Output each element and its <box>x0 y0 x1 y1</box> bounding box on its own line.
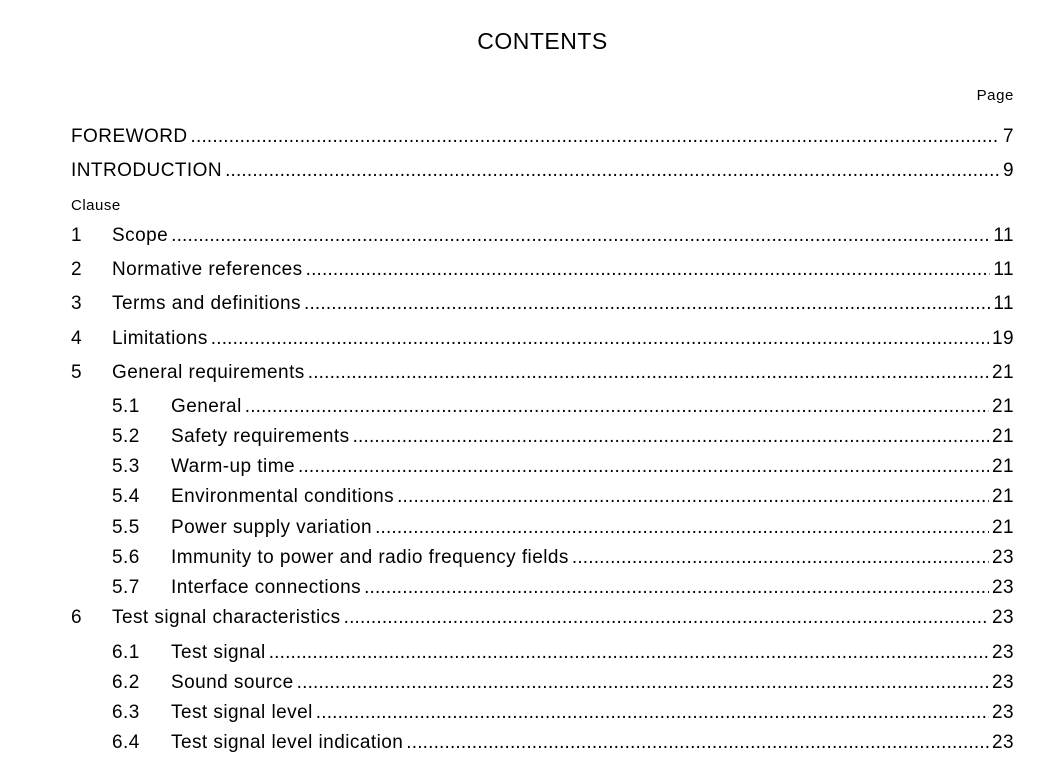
toc-entry-page: 23 <box>991 702 1014 723</box>
dot-leader <box>308 362 989 384</box>
toc-entry-number: 2 <box>71 259 83 280</box>
dot-leader <box>572 547 989 569</box>
toc-entry-label: Normative references <box>112 259 303 280</box>
toc-entry-page: 21 <box>991 517 1014 538</box>
dot-leader <box>397 486 989 508</box>
toc-entry-number: 6.1 <box>112 642 140 663</box>
toc-entry-number: 5.3 <box>112 456 140 477</box>
toc-subentry[interactable] <box>112 456 1014 482</box>
page-title: CONTENTS <box>477 28 608 54</box>
toc-subentry[interactable] <box>112 642 1014 668</box>
dot-leader <box>211 328 989 350</box>
toc-subentry[interactable] <box>112 426 1014 452</box>
toc-entry-label: Power supply variation <box>171 517 373 538</box>
toc-subentry[interactable] <box>112 672 1014 698</box>
toc-entry-introduction[interactable] <box>71 160 1014 186</box>
toc-subentry[interactable] <box>112 517 1014 543</box>
toc-subentry[interactable] <box>112 702 1014 728</box>
toc-entry-label: Test signal characteristics <box>112 607 341 628</box>
toc-entry-label: Sound source <box>171 672 294 693</box>
toc-entry-label: Test signal <box>171 642 266 663</box>
toc-entry-label: Test signal level indication <box>171 732 404 753</box>
toc-entry-label: Warm-up time <box>171 456 295 477</box>
toc-subentry[interactable] <box>112 547 1014 573</box>
dot-leader <box>298 456 989 478</box>
toc-entry-number: 5 <box>71 362 83 383</box>
toc-entry-number: 4 <box>71 328 83 349</box>
toc-entry-number: 6.2 <box>112 672 140 693</box>
toc-entry[interactable] <box>71 328 1014 354</box>
toc-entry-number: 6.4 <box>112 732 140 753</box>
toc-entry-label: Interface connections <box>171 577 362 598</box>
toc-entry-page: 23 <box>991 607 1014 628</box>
dot-leader <box>306 259 991 281</box>
toc-entry-page: 7 <box>1002 126 1014 147</box>
toc-entry-foreword[interactable] <box>71 126 1014 152</box>
toc-entry-label: Immunity to power and radio frequency fields <box>171 547 569 568</box>
toc-entry-page: 21 <box>991 456 1014 477</box>
dot-leader <box>316 702 989 724</box>
toc-entry-label: INTRODUCTION <box>71 160 223 181</box>
toc-entry-label: FOREWORD <box>71 126 188 147</box>
toc-subentry[interactable] <box>112 732 1014 758</box>
toc-subentry[interactable] <box>112 396 1014 422</box>
toc-entry-label: Test signal level <box>171 702 313 723</box>
toc-entry-page: 23 <box>991 547 1014 568</box>
toc-entry-page: 11 <box>993 225 1014 246</box>
toc-entry-number: 5.5 <box>112 517 140 538</box>
toc-entry-number: 5.4 <box>112 486 140 507</box>
toc-entry-number: 5.7 <box>112 577 140 598</box>
toc-entry-page: 11 <box>993 259 1014 280</box>
dot-leader <box>353 426 989 448</box>
toc-entry[interactable] <box>71 362 1014 388</box>
toc-entry-label: Safety requirements <box>171 426 350 447</box>
toc-entry[interactable] <box>71 293 1014 319</box>
toc-subentry[interactable] <box>112 577 1014 603</box>
dot-leader <box>297 672 989 694</box>
dot-leader <box>375 517 989 539</box>
dot-leader <box>304 293 990 315</box>
toc-entry-number: 5.6 <box>112 547 140 568</box>
dot-leader <box>364 577 989 599</box>
toc-entry[interactable] <box>71 259 1014 285</box>
toc-subentry[interactable] <box>112 486 1014 512</box>
dot-leader <box>269 642 989 664</box>
toc-entry[interactable] <box>71 607 1014 633</box>
toc-entry-page: 23 <box>991 642 1014 663</box>
toc-entry-page: 23 <box>991 577 1014 598</box>
toc-entry-number: 3 <box>71 293 83 314</box>
toc-entry-label: General <box>171 396 242 417</box>
dot-leader <box>225 160 1000 182</box>
toc-entry-label: Environmental conditions <box>171 486 395 507</box>
toc-entry-number: 1 <box>71 225 83 246</box>
toc-entry-page: 23 <box>991 672 1014 693</box>
dot-leader <box>406 732 989 754</box>
toc-entry-label: Scope <box>112 225 169 246</box>
toc-entry-label: Limitations <box>112 328 208 349</box>
toc-entry-page: 19 <box>991 328 1014 349</box>
toc-entry-page: 11 <box>993 293 1014 314</box>
dot-leader <box>245 396 989 418</box>
dot-leader <box>344 607 989 629</box>
toc-entry-label: Terms and definitions <box>112 293 301 314</box>
toc-entry-page: 21 <box>991 362 1014 383</box>
clause-column-label: Clause <box>71 197 121 214</box>
toc-entry-page: 21 <box>991 396 1014 417</box>
toc-entry[interactable] <box>71 225 1014 251</box>
toc-entry-page: 21 <box>991 486 1014 507</box>
toc-entry-number: 5.1 <box>112 396 140 417</box>
page-column-label: Page <box>976 87 1014 104</box>
toc-entry-label: General requirements <box>112 362 305 383</box>
toc-entry-page: 23 <box>991 732 1014 753</box>
toc-entry-number: 5.2 <box>112 426 140 447</box>
toc-entry-page: 21 <box>991 426 1014 447</box>
toc-entry-number: 6.3 <box>112 702 140 723</box>
dot-leader <box>191 126 1000 148</box>
toc-entry-number: 6 <box>71 607 83 628</box>
toc-entry-page: 9 <box>1002 160 1014 181</box>
dot-leader <box>171 225 990 247</box>
